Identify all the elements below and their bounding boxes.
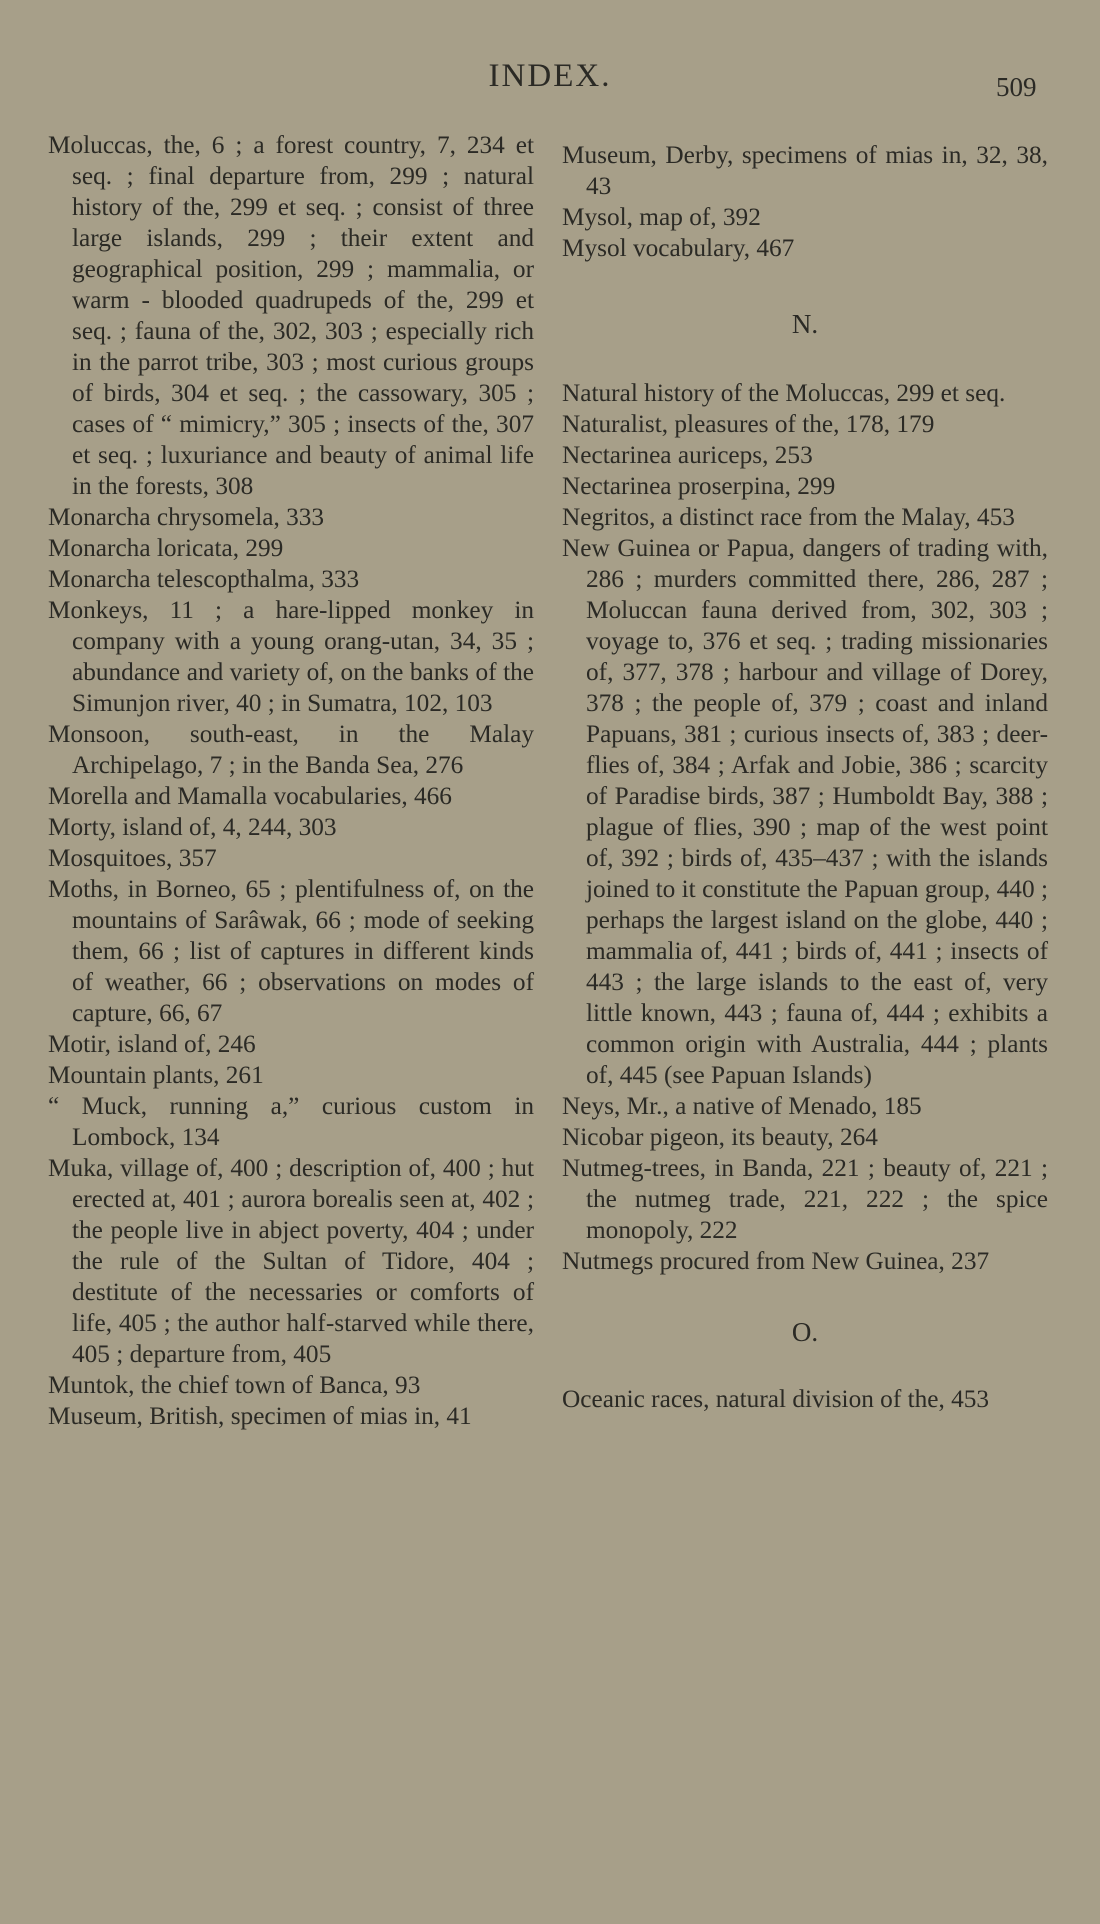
index-entry: Nicobar pigeon, its beauty, 264 [562, 1123, 878, 1151]
section-letter-n: N. [791, 309, 819, 339]
index-entry: Monarcha telescopthalma, 333 [48, 565, 360, 593]
index-entry: Museum, British, specimen of mias in, 41 [48, 1402, 472, 1430]
index-entry: Moluccas, the, 6 ; a forest country, 7, 234 et seq. ; final departure from, 299 ; natural history of the, 299 et seq. ; consist of three large islands, 299 ; their extent and geographical position, 299 ; mammalia, or warm - blooded quadrupeds of the, 299 et seq. ; fauna of the, 302, 303 ; especially rich in the parrot tribe, 303 ; most curious groups of birds, 304 et seq. ; the cassowary, 305 ; cases of “ mimicry,” 305 ; insects of the, 307 et seq. ; luxuriance and beauty of animal life in the forests, 308 [48, 131, 534, 500]
left-column [48, 130, 534, 1432]
index-entry: Mysol, map of, 392 [562, 203, 761, 231]
index-entry: Muntok, the chief town of Banca, 93 [48, 1371, 421, 1399]
index-entry: Nectarinea proserpina, 299 [562, 472, 836, 500]
index-entry: Monarcha chrysomela, 333 [48, 503, 325, 531]
index-entry: Motir, island of, 246 [48, 1030, 256, 1058]
right-column [562, 140, 1048, 1415]
index-entry: Mosquitoes, 357 [48, 844, 217, 872]
index-entry: Naturalist, pleasures of the, 178, 179 [562, 410, 935, 438]
index-entry: Museum, Derby, specimens of mias in, 32, 38, 43 [562, 141, 1048, 200]
index-entry: Mysol vocabulary, 467 [562, 234, 795, 262]
index-entry: Nutmeg-trees, in Banda, 221 ; beauty of, 221 ; the nutmeg trade, 221, 222 ; the spice monopoly, 222 [562, 1154, 1048, 1244]
index-entry: Oceanic races, natural division of the, 453 [562, 1385, 990, 1413]
index-entry: Monarcha loricata, 299 [48, 534, 284, 562]
index-entry: Muka, village of, 400 ; description of, 400 ; hut erected at, 401 ; aurora borealis seen at, 402 ; the people live in abject poverty, 404 ; under the rule of the Sultan of Tidore, 404 ; destitute of the necessaries or comforts of life, 405 ; the author half-starved while there, 405 ; departure from, 405 [48, 1154, 534, 1368]
index-entry: Neys, Mr., a native of Menado, 185 [562, 1092, 922, 1120]
index-entry: Negritos, a distinct race from the Malay, 453 [562, 503, 1015, 531]
running-head: INDEX. [488, 58, 612, 94]
index-entry: New Guinea or Papua, dangers of trading with, 286 ; murders committed there, 286, 287 ; Moluccan fauna derived from, 302, 303 ; voyage to, 376 et seq. ; trading missionaries of, 377, 378 ; harbour and village of Dorey, 378 ; the people of, 379 ; coast and inland Papuans, 381 ; curious insects of, 383 ; deer-flies of, 384 ; Arfak and Jobie, 386 ; scarcity of Paradise birds, 387 ; Humboldt Bay, 388 ; plague of flies, 390 ; map of the west point of, 392 ; birds of, 435–437 ; with the islands joined to it constitute the Papuan group, 440 ; perhaps the largest island on the globe, 440 ; mammalia of, 441 ; birds of, 441 ; insects of 443 ; the large islands to the east of, very little known, 443 ; fauna of, 444 ; exhibits a common origin with Australia, 444 ; plants of, 445 (see Papuan Islands) [562, 534, 1048, 1089]
index-entry: Mountain plants, 261 [48, 1061, 264, 1089]
index-entry: Monkeys, 11 ; a hare-lipped monkey in company with a young orang-utan, 34, 35 ; abundance and variety of, on the banks of the Simunjon river, 40 ; in Sumatra, 102, 103 [48, 596, 534, 717]
index-entry: Morella and Mamalla vocabularies, 466 [48, 782, 452, 810]
index-entry: Nectarinea auriceps, 253 [562, 441, 813, 469]
index-entry: Nutmegs procured from New Guinea, 237 [562, 1247, 990, 1275]
index-entry: Morty, island of, 4, 244, 303 [48, 813, 337, 841]
section-letter-o: O. [791, 1317, 819, 1347]
index-entry: “ Muck, running a,” curious custom in Lombock, 134 [48, 1092, 534, 1151]
index-entry: Natural history of the Moluccas, 299 et seq. [562, 379, 1006, 407]
index-entry: Monsoon, south-east, in the Malay Archipelago, 7 ; in the Banda Sea, 276 [48, 720, 534, 779]
index-entry: Moths, in Borneo, 65 ; plentifulness of, on the mountains of Sarâwak, 66 ; mode of seeking them, 66 ; list of captures in different kinds of weather, 66 ; observations on modes of capture, 66, 67 [48, 875, 534, 1027]
page-number: 509 [996, 72, 1037, 102]
